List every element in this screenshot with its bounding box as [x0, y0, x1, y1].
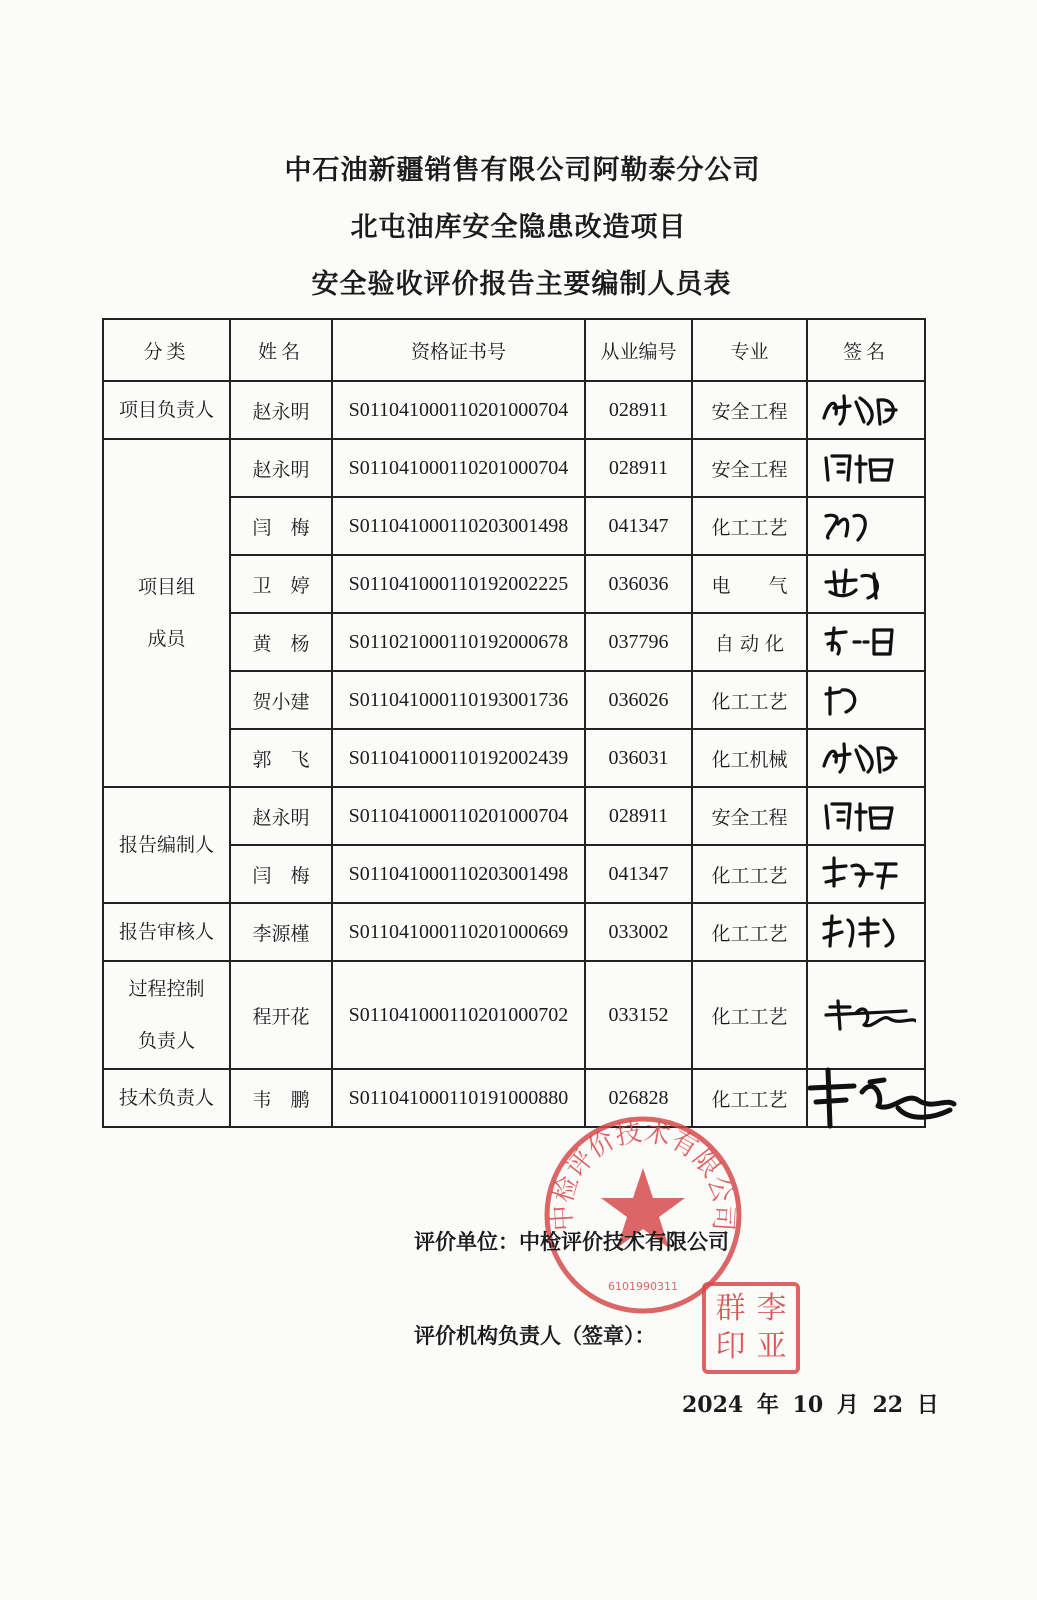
- emp-cell: 033152: [585, 961, 692, 1069]
- category-cell: [103, 1069, 230, 1127]
- category-cell: [103, 381, 230, 439]
- header-category: 分类: [103, 319, 230, 381]
- name-cell: 李源槿: [230, 903, 332, 961]
- title-table: 安全验收评价报告主要编制人员表: [311, 269, 732, 300]
- name-cell: 卫 婷: [230, 555, 332, 613]
- emp-cell: 036036: [585, 555, 692, 613]
- emp-cell: 028911: [585, 439, 692, 497]
- handwritten-signature: [816, 910, 916, 954]
- name-cell: 闫 梅: [230, 845, 332, 903]
- table-row: [103, 381, 925, 439]
- category-cell: [103, 439, 230, 787]
- table-row: [103, 961, 925, 1069]
- signature-cell: [807, 555, 925, 613]
- signature-cell: [807, 381, 925, 439]
- signature-cell: [807, 729, 925, 787]
- handwritten-signature: [816, 446, 916, 490]
- table-row: [103, 903, 925, 961]
- emp-cell: 026828: [585, 1069, 692, 1127]
- header-name: 姓名: [230, 319, 332, 381]
- handwritten-signature: [816, 620, 916, 664]
- technical-head-signature: [800, 1062, 960, 1132]
- signature-cell: [807, 903, 925, 961]
- table-row: [103, 787, 925, 845]
- name-cell: 韦 鹏: [230, 1069, 332, 1127]
- signature-cell: [807, 787, 925, 845]
- name-cell: 赵永明: [230, 787, 332, 845]
- emp-cell: 028911: [585, 787, 692, 845]
- major-cell: 安全工程: [692, 381, 807, 439]
- signature-cell: [807, 497, 925, 555]
- cert-cell: S011041000110201000704: [332, 381, 585, 439]
- handwritten-signature: [816, 993, 916, 1037]
- seal-char: 李: [756, 1291, 787, 1326]
- major-cell: 化工工艺: [692, 961, 807, 1069]
- emp-cell: 036026: [585, 671, 692, 729]
- category-label: 成员: [147, 628, 186, 650]
- emp-cell: 037796: [585, 613, 692, 671]
- evaluation-unit: 评价单位：中检评价技术有限公司: [414, 1230, 729, 1254]
- emp-cell: 028911: [585, 381, 692, 439]
- signature-cell: [807, 845, 925, 903]
- major-cell: 自 动 化: [692, 613, 807, 671]
- major-cell: 化工工艺: [692, 903, 807, 961]
- major-cell: 化工机械: [692, 729, 807, 787]
- cert-cell: S011041000110191000880: [332, 1069, 585, 1127]
- personal-seal-stamp: [702, 1282, 800, 1374]
- handwritten-signature: [816, 736, 916, 780]
- cert-cell: S011041000110192002225: [332, 555, 585, 613]
- name-cell: 赵永明: [230, 439, 332, 497]
- seal-round-text: 中检评价技术有限公司: [547, 1117, 739, 1232]
- name-cell: 闫 梅: [230, 497, 332, 555]
- handwritten-signature: [816, 794, 916, 838]
- major-cell: 电 气: [692, 555, 807, 613]
- header-emp: 从业编号: [585, 319, 692, 381]
- cert-cell: S011041000110201000669: [332, 903, 585, 961]
- handwritten-signature: [816, 678, 916, 722]
- cert-cell: S011041000110201000704: [332, 439, 585, 497]
- signature-cell: [807, 961, 925, 1069]
- emp-cell: 041347: [585, 845, 692, 903]
- signature-cell: [807, 613, 925, 671]
- category-label: 项目组: [137, 576, 195, 598]
- title-project: 北屯油库安全隐患改造项目: [350, 212, 687, 243]
- category-label: 报告审核人: [118, 921, 214, 943]
- name-cell: 黄 杨: [230, 613, 332, 671]
- major-cell: 安全工程: [692, 787, 807, 845]
- emp-cell: 036031: [585, 729, 692, 787]
- category-cell: [103, 787, 230, 903]
- signature-cell: [807, 439, 925, 497]
- report-date: 2024 年 10 月 22 日: [682, 1392, 939, 1418]
- institution-head-label: 评价机构负责人（签章）：: [414, 1324, 656, 1348]
- category-label: 技术负责人: [118, 1087, 214, 1109]
- major-cell: 化工工艺: [692, 671, 807, 729]
- staff-table-body: [103, 381, 925, 1127]
- handwritten-signature: [816, 852, 916, 896]
- category-label: 项目负责人: [118, 399, 214, 421]
- name-cell: 贺小建: [230, 671, 332, 729]
- cert-cell: S011041000110203001498: [332, 845, 585, 903]
- cert-cell: S011041000110203001498: [332, 497, 585, 555]
- title-block: [0, 142, 1037, 313]
- header-cert: 资格证书号: [332, 319, 585, 381]
- cert-cell: S011041000110193001736: [332, 671, 585, 729]
- major-cell: 安全工程: [692, 439, 807, 497]
- category-label: 报告编制人: [118, 834, 214, 856]
- major-cell: 化工工艺: [692, 845, 807, 903]
- name-cell: 郭 飞: [230, 729, 332, 787]
- seal-char: 群: [715, 1291, 746, 1326]
- category-cell: [103, 903, 230, 961]
- emp-cell: 041347: [585, 497, 692, 555]
- table-header-row: [103, 319, 925, 381]
- staff-table: [102, 318, 926, 1128]
- cert-cell: S011041000110201000704: [332, 787, 585, 845]
- name-cell: 赵永明: [230, 381, 332, 439]
- category-label: 负责人: [137, 1030, 195, 1052]
- handwritten-signature: [816, 504, 916, 548]
- header-major: 专业: [692, 319, 807, 381]
- table-row: [103, 439, 925, 497]
- seal-char: 亚: [756, 1329, 787, 1364]
- major-cell: 化工工艺: [692, 1069, 807, 1127]
- cert-cell: S011021000110192000678: [332, 613, 585, 671]
- seal-code: 6101990311: [608, 1280, 678, 1293]
- cert-cell: S011041000110192002439: [332, 729, 585, 787]
- signature-cell: [807, 671, 925, 729]
- name-cell: 程开花: [230, 961, 332, 1069]
- cert-cell: S011041000110201000702: [332, 961, 585, 1069]
- title-company: 中石油新疆销售有限公司阿勒泰分公司: [284, 155, 761, 186]
- category-cell: [103, 961, 230, 1069]
- seal-char: 印: [715, 1329, 746, 1364]
- handwritten-signature: [816, 388, 916, 432]
- category-label: 过程控制: [128, 978, 205, 1000]
- emp-cell: 033002: [585, 903, 692, 961]
- handwritten-signature: [816, 562, 916, 606]
- header-sign: 签名: [807, 319, 925, 381]
- major-cell: 化工工艺: [692, 497, 807, 555]
